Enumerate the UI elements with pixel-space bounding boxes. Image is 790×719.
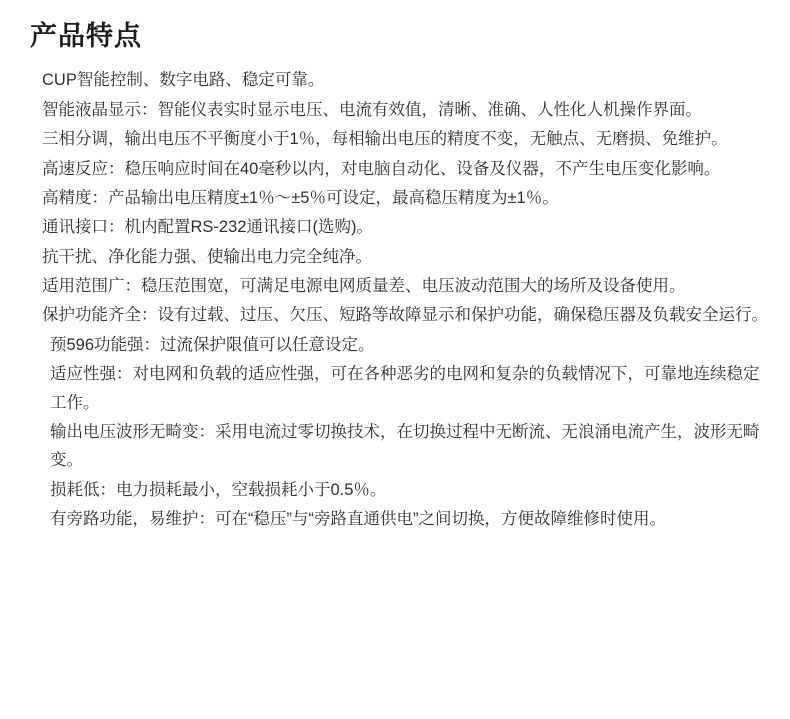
list-item: 保护功能齐全：设有过载、过压、欠压、短路等故障显示和保护功能，确保稳压器及负载安全运行。 (42, 306, 768, 325)
list-item: 有旁路功能，易维护：可在“稳压”与“旁路直通供电”之间切换，方便故障维修时使用。 (50, 510, 666, 529)
page-title: 产品特点 (30, 21, 142, 51)
list-item: 适用范围广：稳压范围宽，可满足电源电网质量差、电压波动范围大的场所及设备使用。 (42, 277, 686, 296)
list-item: CUP智能控制、数字电路、稳定可靠。 (42, 71, 325, 90)
list-item: 适应性强：对电网和负载的适应性强，可在各种恶劣的电网和复杂的负载情况下，可靠地连续稳定工作。 (50, 365, 760, 412)
list-item: 高速反应：稳压响应时间在40毫秒以内，对电脑自动化、设备及仪器，不产生电压变化影响。 (42, 159, 721, 178)
list-item: 智能液晶显示：智能仪表实时显示电压、电流有效值，清晰、准确、人性化人机操作界面。 (42, 100, 702, 119)
list-item: 三相分调，输出电压不平衡度小于1％，每相输出电压的精度不变，无触点、无磨损、免维护。 (42, 130, 728, 149)
list-item: 高精度：产品输出电压精度±1％～±5％可设定，最高稳压精度为±1％。 (42, 188, 559, 207)
feature-list (18, 66, 772, 533)
list-item: 预596功能强：过流保护限值可以任意设定。 (50, 335, 375, 354)
list-item: 通讯接口：机内配置RS-232通讯接口(选购)。 (42, 218, 373, 237)
list-item: 抗干扰、净化能力强、使输出电力完全纯净。 (42, 247, 372, 266)
list-item: 损耗低：电力损耗最小，空载损耗小于0.5％。 (50, 480, 387, 499)
list-item: 输出电压波形无畸变：采用电流过零切换技术，在切换过程中无断流、无浪涌电流产生，波形无畸变。 (50, 422, 760, 470)
